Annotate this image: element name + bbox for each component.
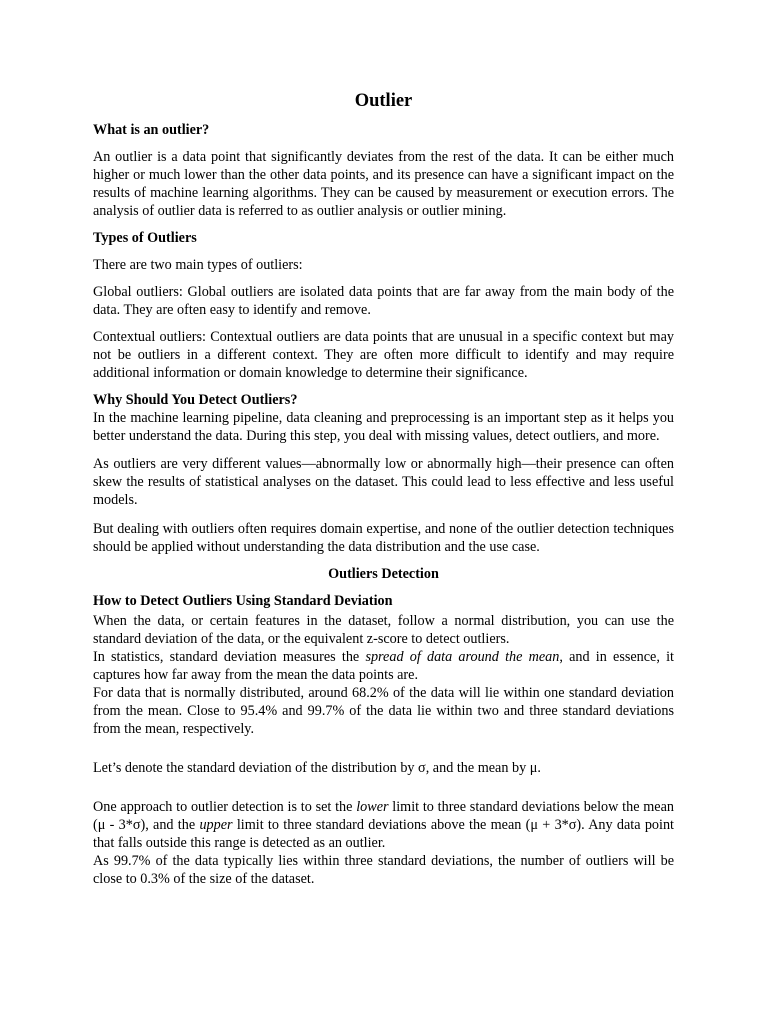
paragraph-outlier-fraction: As 99.7% of the data typically lies within three standard deviations, the number of outliers will be close to 0.3% of the size of the dataset. [93, 853, 674, 887]
paragraph-notation: Let’s denote the standard deviation of the distribution by σ, and the mean by μ. [93, 760, 541, 776]
text-span: limit to three standard deviations above the mean (μ + 3*σ). Any data point that falls outside this range is detected as an outlier. [93, 817, 674, 851]
emphasis-upper: upper [199, 817, 233, 833]
heading-outliers-detection: Outliers Detection [328, 566, 439, 582]
paragraph-outlier-definition: An outlier is a data point that significantly deviates from the rest of the data. It can be either much higher or much lower than the other data points, and its presence can have a significant impact on the results of machine learning algorithms. They can be caused by measurement or execution errors. The analysis of outlier data is referred to as outlier analysis or outlier mining. [93, 149, 674, 219]
paragraph-normal-percentages: For data that is normally distributed, around 68.2% of the data will lie within one standard deviation from the mean. Close to 95.4% and 99.7% of the data lie within two and three standard deviations from the mean, respectively. [93, 685, 674, 737]
text-span: limit to three standard deviations below the mean (μ - 3*σ), and the [93, 799, 674, 833]
text-span: One approach to outlier detection is to set the [93, 799, 357, 815]
paragraph-normal-distribution: When the data, or certain features in the dataset, follow a normal distribution, you can use the standard deviation of the data, or the equivalent z-score to detect outliers. [93, 613, 674, 647]
document-body [93, 90, 674, 888]
heading-types-of-outliers: Types of Outliers [93, 230, 197, 246]
page-title: Outlier [354, 91, 413, 111]
emphasis-spread: spread of data around the mean [365, 649, 560, 665]
paragraph-std-definition [93, 648, 674, 684]
paragraph-types-intro: There are two main types of outliers: [93, 257, 303, 273]
paragraph-contextual-outliers: Contextual outliers: Contextual outliers are data points that are unusual in a specific context but may not be outliers in a different context. They are often more difficult to identify and may require additional information or domain knowledge to determine their significance. [93, 329, 674, 381]
heading-standard-deviation: How to Detect Outliers Using Standard Deviation [93, 593, 393, 609]
heading-why-detect: Why Should You Detect Outliers? [93, 392, 298, 408]
text-span: In statistics, standard deviation measures the [93, 649, 366, 665]
heading-what-is-outlier: What is an outlier? [93, 122, 210, 138]
paragraph-ml-pipeline: In the machine learning pipeline, data cleaning and preprocessing is an important step as it helps you better understand the data. During this step, you deal with missing values, detect outliers, and more. [93, 410, 674, 444]
emphasis-lower: lower [356, 799, 389, 815]
text-span: , and in essence, it captures how far away from the mean the data points are. [93, 649, 674, 683]
paragraph-skew-results: As outliers are very different values—abnormally low or abnormally high—their presence can often skew the results of statistical analyses on the dataset. This could lead to less effective and less useful models. [93, 456, 674, 508]
paragraph-three-sigma-rule [93, 798, 674, 852]
paragraph-global-outliers: Global outliers: Global outliers are isolated data points that are far away from the main body of the data. They are often easy to identify and remove. [93, 284, 674, 318]
paragraph-domain-expertise: But dealing with outliers often requires domain expertise, and none of the outlier detection techniques should be applied without understanding the data distribution and the use case. [93, 521, 674, 555]
